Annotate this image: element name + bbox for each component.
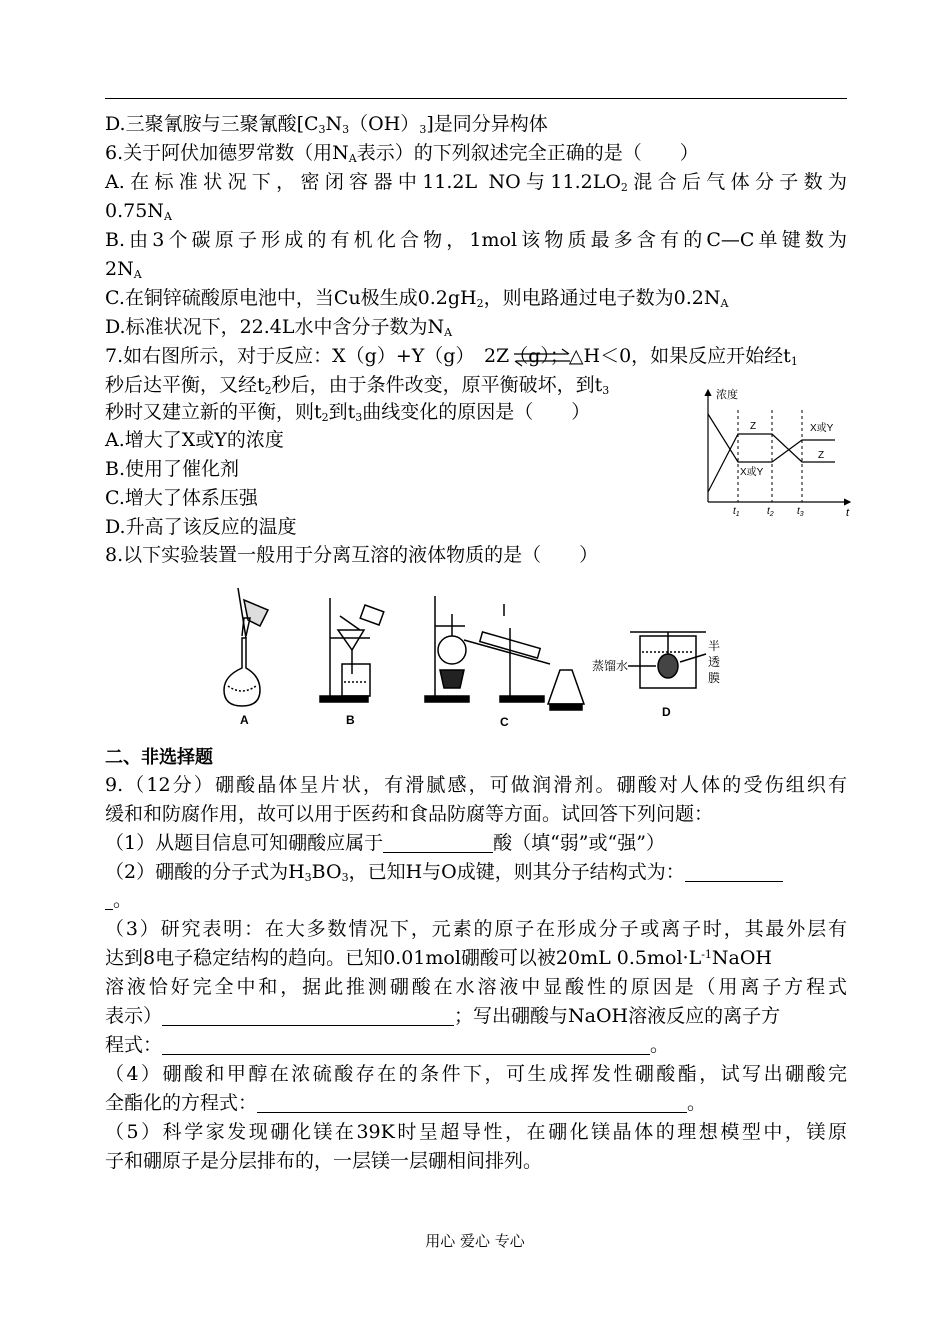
t1-label: $t_1$ xyxy=(733,506,740,518)
q9-part4-line2: 全酯化的方程式： 。 xyxy=(105,1092,707,1114)
q9-part5-line1: （5）科学家发现硼化镁在39K时呈超导性，在硼化镁晶体的理想模型中，镁原 xyxy=(105,1121,847,1143)
q5-option-d: D.三聚氰胺与三聚氰酸$[C_3N_3(OH)_3]$是同分异构体 xyxy=(105,113,548,136)
page-footer: 用心 爱心 专心 xyxy=(425,1232,525,1250)
q6-option-a-cont: $0.75N_A$ xyxy=(105,200,172,223)
xy-label-right: X或Y xyxy=(810,423,834,434)
q9-part3-line4: 表示） ；写出硼酸与NaOH溶液反应的离子方 xyxy=(105,1005,781,1027)
q7-option-c: C.增大了体系压强 xyxy=(105,487,258,509)
answer-blank-4[interactable] xyxy=(162,1034,650,1055)
equilibrium-arrow-icon xyxy=(508,346,578,370)
label-membrane-2: 透 xyxy=(708,655,721,669)
q9-part2: （2）硼酸的分子式为$H_3BO_3$，已知H与O成键，则其分子结构式为： xyxy=(105,858,847,886)
x-axis-label: t xyxy=(846,507,850,519)
lab-apparatus-figure xyxy=(220,578,740,730)
answer-blank-3[interactable] xyxy=(162,1005,454,1026)
q9-part3-line2: 达到8电子稳定结构的趋向。已知0.01mol硼酸可以被20mL $0.5mol\cdot L^{-1}NaOH$ xyxy=(105,947,773,969)
q7-stem-line1: 7.如右图所示，对于反应：X（g）+Y（g） 2Z（g）；△H＜0，如果反应开始经$t_1$ xyxy=(105,345,798,368)
q9-part3-line5: 程式： 。 xyxy=(105,1034,670,1056)
t3-label: $t_3$ xyxy=(797,506,804,518)
q8-stem: 8.以下实验装置一般用于分离互溶的液体物质的是（ ） xyxy=(105,544,599,566)
q9-part1: （1）从题目信息可知硼酸应属于 酸（填“弱”或“强”） xyxy=(105,832,665,854)
q9-stem-line2: 缓和和防腐作用，故可以用于医药和食品防腐等方面。试回答下列问题： xyxy=(105,803,714,825)
z-label-top: Z xyxy=(750,421,757,432)
z-label-right: Z xyxy=(818,450,825,461)
t2-label: $t_2$ xyxy=(767,506,774,518)
label-membrane-1: 半 xyxy=(708,639,721,653)
apparatus-c xyxy=(425,596,584,710)
label-d: D xyxy=(662,705,671,719)
q9-part5-line2: 子和硼原子是分层排布的，一层镁一层硼相间排列。 xyxy=(105,1150,543,1172)
q7-stem-line3: 秒时又建立新的平衡，则$t_2$到$t_3$曲线变化的原因是（ ） xyxy=(105,401,591,424)
q9-stem-line1: 9.（12分）硼酸晶体呈片状，有滑腻感，可做润滑剂。硼酸对人体的受伤组织有 xyxy=(105,774,847,796)
q9-part3-line1: （3）研究表明：在大多数情况下，元素的原子在形成分子或离子时，其最外层有 xyxy=(105,918,847,940)
q6-stem: 6.关于阿伏加德罗常数（用$N_A$表示）的下列叙述完全正确的是（ ） xyxy=(105,142,699,165)
q6-option-d: D.标准状况下，22.4L水中含分子数为$N_A$ xyxy=(105,316,453,339)
q9-part2-end: 。 xyxy=(105,886,847,914)
y-axis-label: 浓度 xyxy=(716,389,738,401)
label-distilled-water: 蒸馏水 xyxy=(592,659,629,673)
q7-stem-line2: 秒后达平衡，又经$t_2$秒后，由于条件改变，原平衡破坏，到$t_3$ xyxy=(105,374,610,397)
q7-option-a: A.增大了X或Y的浓度 xyxy=(105,429,284,451)
xy-label-mid: X或Y xyxy=(740,467,764,478)
q7-option-b: B.使用了催化剂 xyxy=(105,458,240,480)
q9-part3-line3: 溶液恰好完全中和，据此推测硼酸在水溶液中显酸性的原因是（用离子方程式 xyxy=(105,976,847,998)
q6-option-c: C.在铜锌硫酸原电池中，当Cu极生成$0.2gH_2$，则电路通过电子数为$0.2N_A$ xyxy=(105,287,729,310)
label-membrane-3: 膜 xyxy=(708,671,721,685)
section-heading: 二、非选择题 xyxy=(105,747,213,768)
q6-option-b-cont: $2N_A$ xyxy=(105,258,142,281)
answer-blank-2[interactable] xyxy=(685,861,783,882)
apparatus-d xyxy=(628,632,706,688)
concentration-time-graph xyxy=(700,382,860,520)
apparatus-a xyxy=(224,588,268,706)
q7-option-d: D.升高了该反应的温度 xyxy=(105,516,297,538)
label-b: B xyxy=(346,713,355,727)
answer-blank-5[interactable] xyxy=(257,1092,687,1113)
label-c: C xyxy=(500,715,509,729)
q6-option-a: A.在标准状况下，密闭容器中11.2L NO与$11.2LO_2$混合后气体分子数为 xyxy=(105,171,847,194)
label-a: A xyxy=(240,713,249,727)
q9-part4-line1: （4）硼酸和甲醇在浓硫酸存在的条件下，可生成挥发性硼酸酯，试写出硼酸完 xyxy=(105,1063,847,1085)
q6-option-b: B.由3个碳原子形成的有机化合物，1mol该物质最多含有的C—C单键数为 xyxy=(105,229,847,251)
header-rule xyxy=(105,98,847,99)
answer-blank-2b[interactable] xyxy=(105,889,113,910)
answer-blank-1[interactable] xyxy=(383,832,493,853)
apparatus-b xyxy=(320,598,384,702)
